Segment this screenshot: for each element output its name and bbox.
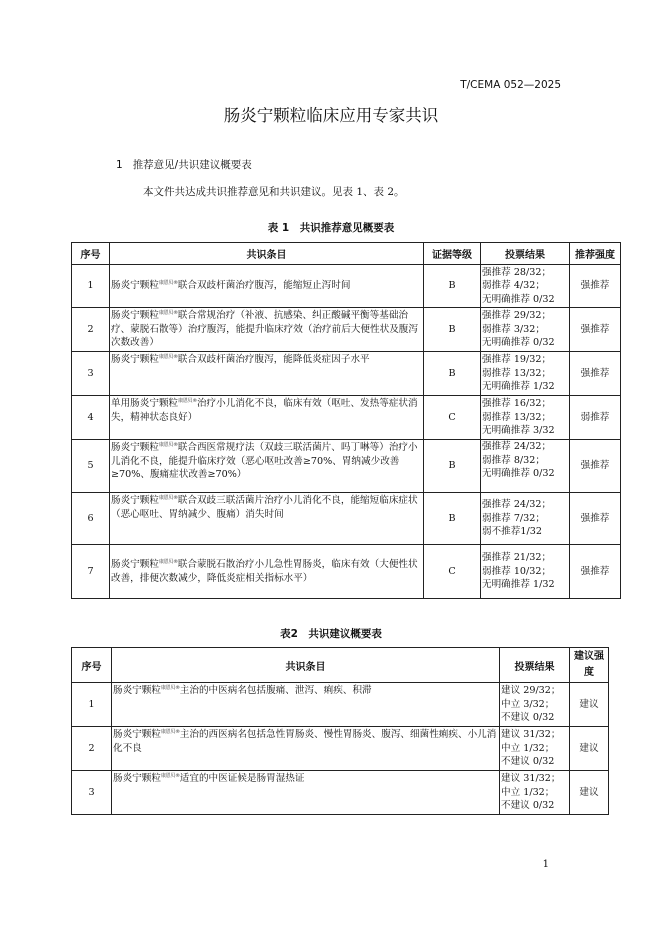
recommendation-strength: 强推荐 (570, 493, 621, 545)
suggestion-table (71, 647, 609, 815)
header-item: 共识条目 (110, 243, 424, 265)
table-row (72, 308, 621, 352)
table-row (72, 727, 609, 771)
table1-caption: 表 1 共识推荐意见概要表 (267, 222, 395, 234)
brand-mark: 康恩贝® (158, 558, 178, 565)
row-number: 6 (72, 493, 110, 545)
brand-mark: 康恩贝® (158, 494, 178, 501)
section-title: 推荐意见/共识建议概要表 (132, 159, 252, 171)
evidence-level: C (424, 545, 481, 599)
section-number: 1 (116, 159, 123, 171)
table-row (72, 352, 621, 396)
row-number: 5 (72, 440, 110, 493)
header-no: 序号 (72, 243, 110, 265)
header-votes: 投票结果 (500, 648, 570, 683)
header-evidence-level: 证据等级 (424, 243, 481, 265)
evidence-level: B (424, 352, 481, 396)
consensus-item: 肠炎宁颗粒$^{康恩贝®}$主治的西医病名包括急性胃肠炎、慢性胃肠炎、腹泻、细菌性痢疾、小儿消化不良 (112, 727, 500, 771)
row-number: 3 (72, 352, 110, 396)
evidence-level: B (424, 265, 481, 308)
recommendation-table (71, 242, 621, 599)
consensus-item: 肠炎宁颗粒$^{康恩贝®}$联合西医常规疗法（双歧三联活菌片、吗丁啉等）治疗小儿消化不良，能提升临床疗效（恶心呕吐改善≥70%、胃纳减少改善≥70%、腹痛症状改善≥70%） (110, 440, 424, 493)
consensus-item: 肠炎宁颗粒$^{康恩贝®}$联合蒙脱石散治疗小儿急性胃肠炎，临床有效（大便性状改善，排便次数减少，降低炎症相关指标水平） (110, 545, 424, 599)
table-row (72, 771, 609, 815)
vote-result: 强推荐 21/32； 弱推荐 10/32； 无明确推荐 1/32 (481, 545, 570, 599)
recommendation-strength: 强推荐 (570, 440, 621, 493)
brand-mark: 康恩贝® (158, 353, 178, 360)
table1-header-row (72, 243, 621, 265)
vote-result: 建议 31/32； 中立 1/32； 不建议 0/32 (500, 771, 570, 815)
brand-mark: 康恩贝® (158, 310, 178, 317)
table-row (72, 265, 621, 308)
suggestion-strength: 建议 (570, 771, 609, 815)
vote-result: 强推荐 29/32； 弱推荐 3/32； 无明确推荐 0/32 (481, 308, 570, 352)
brand-mark: 康恩贝® (160, 684, 180, 691)
consensus-item: 肠炎宁颗粒$^{康恩贝®}$联合双歧杆菌治疗腹泻，能缩短止泻时间 (110, 265, 424, 308)
suggestion-strength: 建议 (570, 727, 609, 771)
table-row (72, 545, 621, 599)
brand-mark: 康恩贝® (178, 397, 197, 404)
header-votes: 投票结果 (481, 243, 570, 265)
evidence-level: B (424, 493, 481, 545)
consensus-item: 肠炎宁颗粒$^{康恩贝®}$适宜的中医证候是肠胃湿热证 (112, 771, 500, 815)
table-row (72, 396, 621, 440)
table-row (72, 493, 621, 545)
recommendation-strength: 强推荐 (570, 265, 621, 308)
evidence-level: B (424, 308, 481, 352)
recommendation-strength: 强推荐 (570, 308, 621, 352)
evidence-level: B (424, 440, 481, 493)
vote-result: 建议 29/32； 中立 3/32； 不建议 0/32 (500, 683, 570, 727)
consensus-item: 肠炎宁颗粒$^{康恩贝®}$联合常规治疗（补液、抗感染、纠正酸碱平衡等基础治疗、蒙脱石散等）治疗腹泻，能提升临床疗效（治疗前后大便性状及腹泻次数改善） (110, 308, 424, 352)
row-number: 3 (72, 771, 112, 815)
recommendation-strength: 强推荐 (570, 545, 621, 599)
section-heading (116, 157, 252, 172)
consensus-item: 肠炎宁颗粒$^{康恩贝®}$主治的中医病名包括腹痛、泄泻、痢疾、积滞 (112, 683, 500, 727)
vote-result: 强推荐 24/32； 弱推荐 7/32； 弱不推荐1/32 (481, 493, 570, 545)
header-item: 共识条目 (112, 648, 500, 683)
document-code: T/CEMA 052—2025 (460, 79, 561, 91)
row-number: 2 (72, 308, 110, 352)
row-number: 7 (72, 545, 110, 599)
suggestion-strength: 建议 (570, 683, 609, 727)
brand-mark: 康恩贝® (158, 441, 178, 448)
vote-result: 强推荐 19/32； 弱推荐 13/32； 无明确推荐 1/32 (481, 352, 570, 396)
header-strength: 推荐强度 (570, 243, 621, 265)
consensus-item: 肠炎宁颗粒$^{康恩贝®}$联合双歧三联活菌片治疗小儿消化不良，能缩短临床症状（恶心呕吐、胃纳减少、腹痛）消失时间 (110, 493, 424, 545)
recommendation-strength: 弱推荐 (570, 396, 621, 440)
header-no: 序号 (72, 648, 112, 683)
vote-result: 强推荐 28/32； 弱推荐 4/32； 无明确推荐 0/32 (481, 265, 570, 308)
table2-caption: 表2 共识建议概要表 (280, 628, 382, 640)
brand-mark: 康恩贝® (160, 772, 180, 779)
row-number: 4 (72, 396, 110, 440)
row-number: 2 (72, 727, 112, 771)
table2-header-row (72, 648, 609, 683)
intro-paragraph: 本文件共达成共识推荐意见和共识建议。见表 1、表 2。 (143, 186, 405, 198)
row-number: 1 (72, 265, 110, 308)
brand-mark: 康恩贝® (160, 728, 180, 735)
consensus-item: 肠炎宁颗粒$^{康恩贝®}$联合双歧杆菌治疗腹泻，能降低炎症因子水平 (110, 352, 424, 396)
vote-result: 强推荐 24/32； 弱推荐 8/32； 无明确推荐 0/32 (481, 440, 570, 493)
vote-result: 强推荐 16/32； 弱推荐 13/32； 无明确推荐 3/32 (481, 396, 570, 440)
table-row (72, 683, 609, 727)
page-number: 1 (542, 859, 549, 870)
brand-mark: 康恩贝® (158, 280, 178, 287)
header-strength: 建议强度 (570, 648, 609, 683)
recommendation-strength: 强推荐 (570, 352, 621, 396)
consensus-item: 单用肠炎宁颗粒$^{康恩贝®}$治疗小儿消化不良，临床有效（呕吐、发热等症状消失，精神状态良好） (110, 396, 424, 440)
row-number: 1 (72, 683, 112, 727)
evidence-level: C (424, 396, 481, 440)
vote-result: 建议 31/32； 中立 1/32； 不建议 0/32 (500, 727, 570, 771)
document-title: 肠炎宁颗粒临床应用专家共识 (223, 106, 439, 125)
table-row (72, 440, 621, 493)
